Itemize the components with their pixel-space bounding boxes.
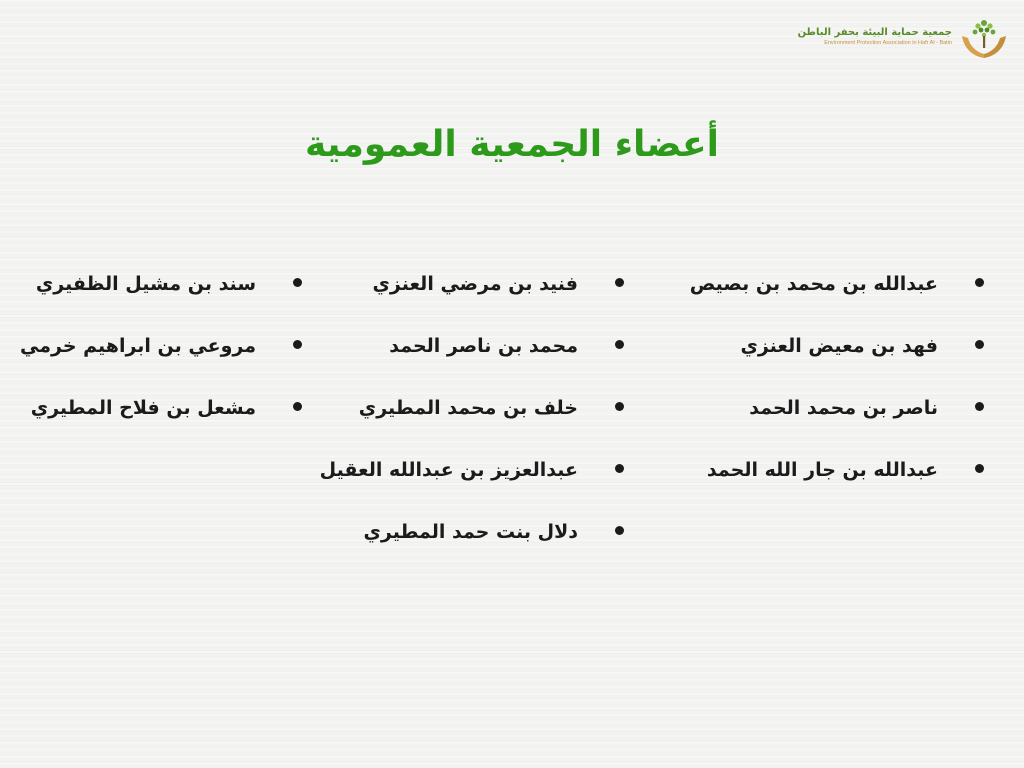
logo-name-arabic: جمعية حماية البيئة بحفر الباطن: [797, 27, 952, 38]
member-name: عبدالله بن جار الله الحمد: [706, 459, 938, 481]
member-name: خلف بن محمد المطيري: [358, 397, 578, 419]
member-item: [334, 388, 624, 450]
logo-name-english: Environment Protection Association in Hafr Al - Batin: [824, 40, 952, 46]
bullet-icon: [975, 464, 984, 473]
member-item: [319, 450, 624, 512]
bullet-icon: [615, 278, 624, 287]
member-name: محمد بن ناصر الحمد: [389, 335, 578, 357]
member-item: [694, 388, 984, 450]
member-item: [694, 450, 984, 512]
bullet-icon: [975, 402, 984, 411]
member-item: [334, 326, 624, 388]
member-name: عبدالله بن محمد بن بصيص: [689, 273, 938, 295]
members-column-2: [319, 264, 624, 574]
member-name: دلال بنت حمد المطيري: [363, 521, 578, 543]
hands-tree-icon: [956, 14, 1012, 64]
bullet-icon: [615, 340, 624, 349]
member-item: [12, 264, 302, 326]
bullet-icon: [293, 340, 302, 349]
member-name: سند بن مشيل الظفيري: [35, 273, 256, 295]
logo-text: [798, 26, 952, 48]
bullet-icon: [615, 464, 624, 473]
page-title: أعضاء الجمعية العمومية: [305, 124, 719, 165]
member-name: مروعي بن ابراهيم خرمي: [20, 335, 256, 357]
members-column-1: [689, 264, 984, 512]
members-column-3: [12, 264, 302, 450]
bullet-icon: [975, 278, 984, 287]
bullet-icon: [615, 402, 624, 411]
member-item: [694, 326, 984, 388]
member-name: فهد بن معيض العنزي: [740, 335, 938, 357]
bullet-icon: [615, 526, 624, 535]
bullet-icon: [293, 402, 302, 411]
member-name: عبدالعزيز بن عبدالله العقيل: [319, 459, 578, 481]
member-item: [12, 326, 302, 388]
association-logo: [792, 14, 1012, 64]
member-item: [334, 264, 624, 326]
member-name: مشعل بن فلاح المطيري: [30, 397, 256, 419]
member-item: [334, 512, 624, 574]
bullet-icon: [293, 278, 302, 287]
member-name: ناصر بن محمد الحمد: [749, 397, 938, 419]
member-item: [12, 388, 302, 450]
member-name: فنيد بن مرضي العنزي: [372, 273, 578, 295]
bullet-icon: [975, 340, 984, 349]
member-item: [689, 264, 984, 326]
